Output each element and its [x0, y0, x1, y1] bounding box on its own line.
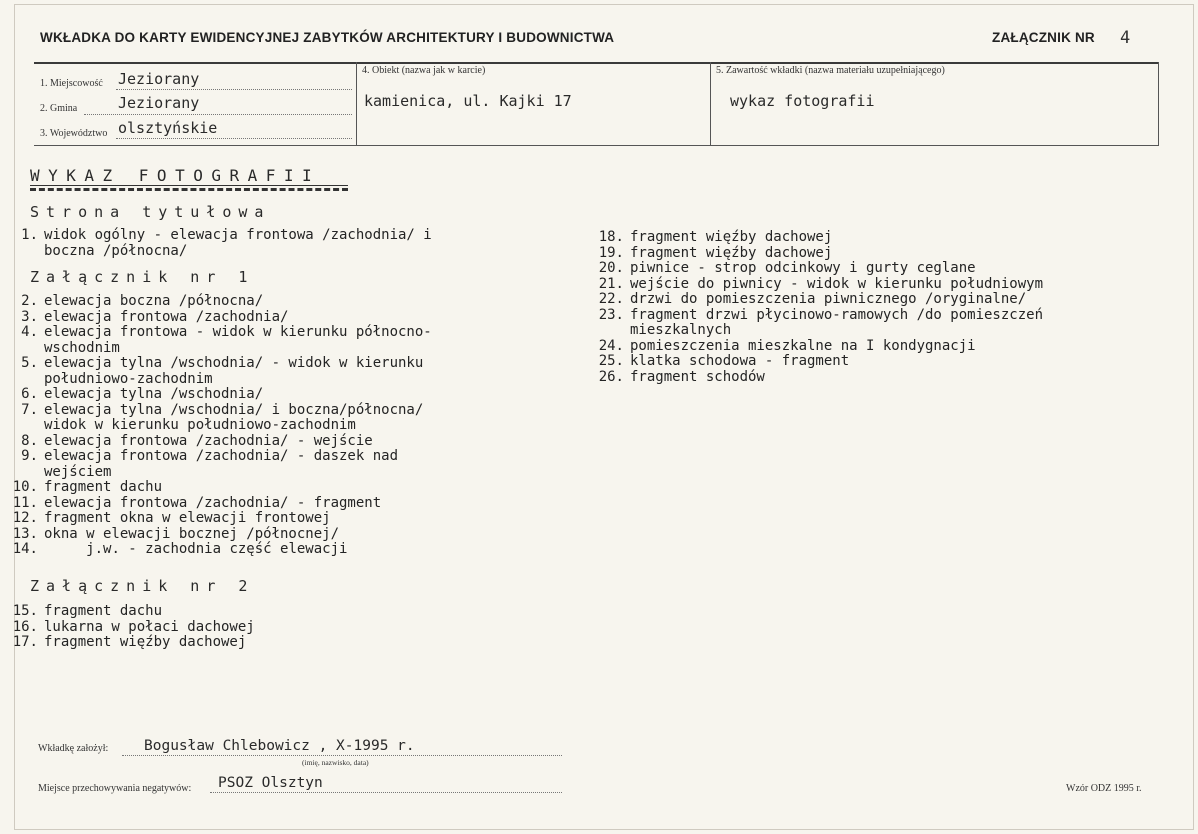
header-box-divider-1: [356, 62, 357, 146]
photo-list-item: [0, 310, 560, 326]
photo-item-description: fragment dachu: [44, 603, 163, 619]
photo-list-item: [586, 354, 1186, 370]
photo-item-number: 14.: [12, 541, 38, 557]
photo-item-number: 7.: [21, 401, 38, 418]
photo-item-number: 19.: [598, 244, 624, 261]
photo-item-description: elewacja boczna /północna/: [44, 293, 264, 309]
photo-item-description: fragment schodów: [630, 368, 765, 385]
photo-item-number: 21.: [598, 275, 624, 292]
zawartosc-value: wykaz fotografii: [730, 92, 875, 110]
photo-item-number: 5.: [21, 355, 38, 371]
photo-list-item: [0, 480, 560, 496]
attachment-label: ZAŁĄCZNIK NR: [992, 30, 1095, 45]
wojewodztwo-value: olsztyńskie: [118, 119, 218, 137]
photo-list-item: [0, 511, 560, 527]
photo-item-description: elewacja frontowa - widok w kierunku północno- wschodnim: [44, 324, 432, 356]
photo-item-description: j.w. - zachodnia część elewacji: [44, 541, 348, 557]
photo-list-right-column: [586, 230, 1186, 385]
zalozyl-hint: (imię, nazwisko, data): [302, 758, 369, 767]
section-title-underline: [30, 185, 348, 186]
miejscowosc-value: Jeziorany: [118, 70, 200, 88]
section-title-double-underline: [30, 188, 348, 191]
photo-list-item: [0, 325, 560, 356]
photo-list-item: [586, 339, 1186, 355]
photo-item-number: 24.: [598, 337, 624, 354]
photo-item-number: 17.: [12, 634, 38, 650]
photo-item-number: 22.: [598, 291, 624, 307]
photo-item-description: pomieszczenia mieszkalne na I kondygnacji: [630, 337, 976, 354]
photo-item-number: 23.: [598, 306, 624, 323]
photo-item-number: 10.: [12, 479, 38, 495]
zalozyl-dotted-line: [122, 755, 562, 756]
photo-item-number: 12.: [12, 510, 38, 526]
gmina-label: 2. Gmina: [40, 103, 78, 114]
gmina-dotted-line: [84, 114, 352, 115]
photo-item-description: fragment dachu: [44, 479, 163, 495]
group-heading-strona-tytulowa: Strona tytułowa: [30, 203, 271, 221]
photo-item-description: elewacja frontowa /zachodnia/: [44, 308, 289, 325]
photo-item-number: 25.: [598, 353, 624, 369]
header-box-divider-2: [710, 62, 711, 146]
photo-item-number: 2.: [21, 293, 38, 309]
miejscowosc-label: 1. Miejscowość: [40, 78, 103, 89]
photo-item-description: fragment więźby dachowej: [44, 634, 247, 650]
form-version: Wzór ODZ 1995 r.: [1066, 783, 1142, 794]
photo-item-description: elewacja tylna /wschodnia/: [44, 386, 264, 402]
wojewodztwo-label: 3. Województwo: [40, 128, 108, 139]
photo-list-zalacznik-1: [0, 294, 560, 558]
photo-item-number: 9.: [21, 448, 38, 464]
form-title: WKŁADKA DO KARTY EWIDENCYJNEJ ZABYTKÓW ARCHITEKTURY I BUDOWNICTWA: [40, 30, 615, 45]
photo-list-item: [0, 434, 560, 450]
group-heading-zalacznik-2: Załącznik nr 2: [30, 577, 255, 595]
attachment-number: 4: [1120, 28, 1131, 48]
photo-item-number: 8.: [21, 432, 38, 449]
photo-item-number: 4.: [21, 324, 38, 340]
photo-list-item: [586, 277, 1186, 293]
photo-item-description: okna w elewacji bocznej /północnej/: [44, 525, 340, 542]
photo-list-item: [586, 308, 1186, 339]
miejscowosc-dotted-line: [116, 89, 352, 90]
header-box-bottom-rule: [34, 145, 1158, 146]
photo-list-item: [0, 496, 560, 512]
photo-list-item: [0, 542, 560, 558]
photo-item-description: fragment okna w elewacji frontowej: [44, 510, 331, 526]
gmina-value: Jeziorany: [118, 94, 200, 112]
photo-list-item: [0, 228, 560, 259]
photo-item-description: lukarna w połaci dachowej: [44, 618, 255, 635]
photo-item-description: fragment drzwi płycinowo-ramowych /do pomieszczeń mieszkalnych: [630, 306, 1044, 338]
photo-item-description: elewacja tylna /wschodnia/ - widok w kierunku południowo-zachodnim: [44, 355, 424, 387]
photo-item-number: 3.: [21, 308, 38, 325]
photo-item-number: 15.: [12, 603, 38, 619]
photo-item-number: 20.: [598, 260, 624, 276]
photo-list-item: [0, 604, 560, 620]
section-title: WYKAZ FOTOGRAFII: [30, 166, 321, 185]
photo-list-item: [586, 370, 1186, 386]
photo-list-item: [0, 620, 560, 636]
zalozyl-label: Wkładkę założył:: [38, 743, 109, 754]
photo-item-description: fragment więźby dachowej: [630, 244, 833, 261]
miejsce-value: PSOZ Olsztyn: [218, 775, 323, 791]
photo-item-number: 18.: [598, 229, 624, 245]
photo-item-description: fragment więźby dachowej: [630, 229, 833, 245]
photo-list-item: [0, 387, 560, 403]
photo-item-description: elewacja tylna /wschodnia/ i boczna/północna/ widok w kierunku południowo-zachodnim: [44, 401, 424, 433]
photo-list-item: [0, 527, 560, 543]
photo-item-number: 11.: [12, 494, 38, 511]
photo-list-item: [0, 403, 560, 434]
photo-list-item: [0, 356, 560, 387]
photo-item-number: 1.: [21, 227, 38, 243]
photo-item-number: 6.: [21, 386, 38, 402]
photo-item-description: wejście do piwnicy - widok w kierunku południowym: [630, 275, 1044, 292]
photo-item-description: elewacja frontowa /zachodnia/ - daszek nad wejściem: [44, 448, 399, 480]
photo-item-number: 16.: [12, 618, 38, 635]
obiekt-label: 4. Obiekt (nazwa jak w karcie): [362, 65, 486, 76]
obiekt-value: kamienica, ul. Kajki 17: [364, 92, 572, 110]
header-box-right-edge: [1158, 62, 1159, 146]
wojewodztwo-dotted-line: [116, 138, 352, 139]
photo-item-number: 26.: [598, 368, 624, 385]
zawartosc-label: 5. Zawartość wkładki (nazwa materiału uzupełniającego): [716, 65, 945, 76]
photo-list-item: [0, 635, 560, 651]
miejsce-label: Miejsce przechowywania negatywów:: [38, 783, 192, 794]
photo-item-description: widok ogólny - elewacja frontowa /zachodnia/ i boczna /północna/: [44, 227, 432, 259]
photo-item-description: elewacja frontowa /zachodnia/ - fragment: [44, 494, 382, 511]
photo-list-item: [586, 246, 1186, 262]
header-box-top-rule: [34, 62, 1158, 64]
miejsce-dotted-line: [210, 792, 562, 793]
group-heading-zalacznik-1: Załącznik nr 1: [30, 268, 255, 286]
photo-list-item: [0, 449, 560, 480]
photo-list-item: [586, 261, 1186, 277]
zalozyl-value: Bogusław Chlebowicz , X-1995 r.: [144, 738, 415, 754]
photo-list-zalacznik-2: [0, 604, 560, 651]
photo-list-item: [586, 292, 1186, 308]
photo-item-number: 13.: [12, 525, 38, 542]
photo-item-description: piwnice - strop odcinkowy i gurty ceglane: [630, 260, 976, 276]
photo-item-description: drzwi do pomieszczenia piwnicznego /oryginalne/: [630, 291, 1027, 307]
photo-list-strona: [0, 228, 560, 259]
photo-list-item: [586, 230, 1186, 246]
photo-item-description: klatka schodowa - fragment: [630, 353, 850, 369]
photo-list-item: [0, 294, 560, 310]
photo-item-description: elewacja frontowa /zachodnia/ - wejście: [44, 432, 373, 449]
